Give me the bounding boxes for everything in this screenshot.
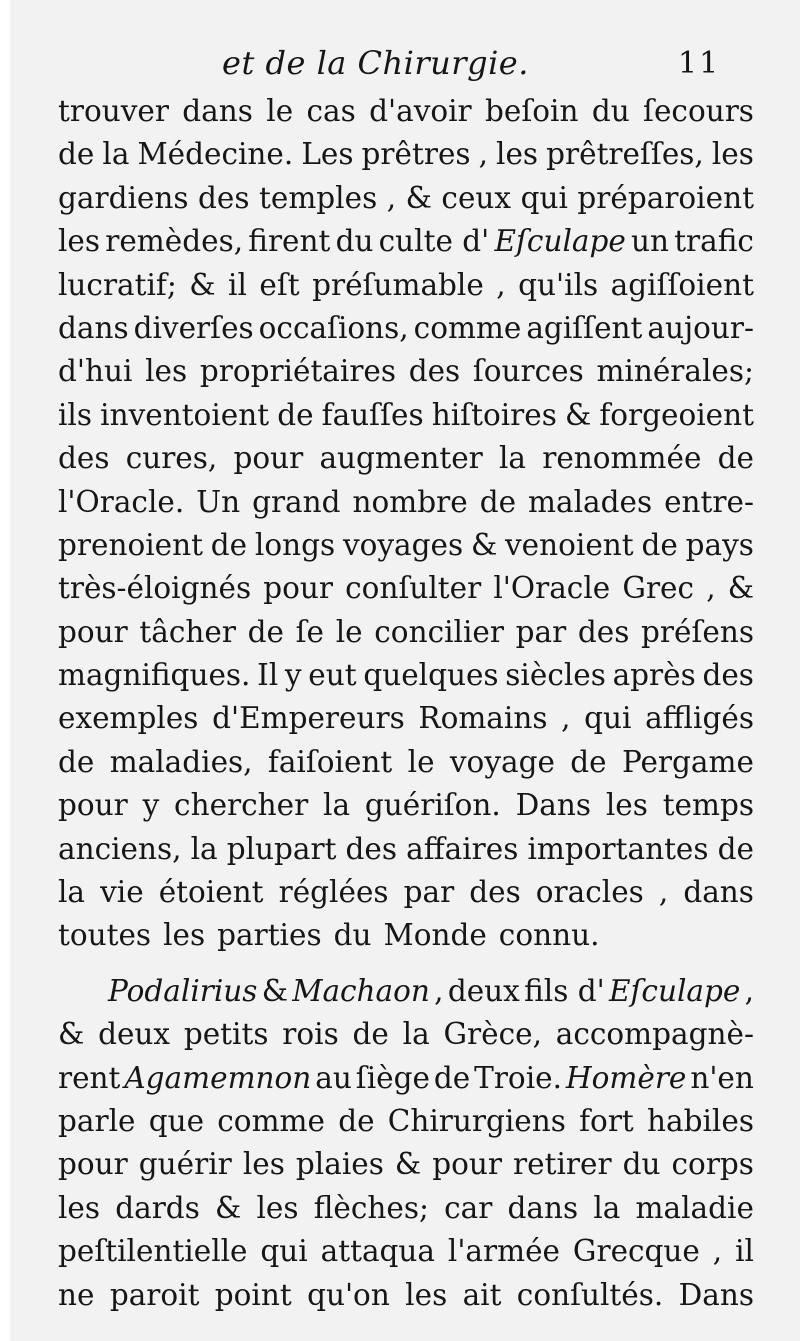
word: longs <box>254 527 336 562</box>
word: des <box>58 441 110 476</box>
word: ceux <box>441 180 512 215</box>
word: il <box>735 1234 754 1269</box>
text-line <box>58 437 754 480</box>
word: qui <box>584 701 632 736</box>
word: , <box>561 701 571 736</box>
word: un <box>631 224 669 259</box>
word: forgeoient <box>599 397 754 432</box>
italic-word: Agamemnon <box>124 1060 312 1095</box>
word: , <box>658 875 669 910</box>
word: l'Oracle. <box>58 484 185 519</box>
word: ſe <box>295 614 325 649</box>
word: les <box>58 224 101 259</box>
word: préſumable <box>312 267 484 302</box>
word: importantes <box>527 831 709 866</box>
word: parties <box>217 918 322 953</box>
word: les <box>58 1190 101 1225</box>
word: que <box>148 1103 205 1138</box>
word: des <box>345 831 398 866</box>
word: chercher <box>174 788 309 823</box>
word: beſoin <box>485 94 579 128</box>
page-header <box>10 44 800 90</box>
word: Dans <box>515 788 592 823</box>
text-line <box>58 394 754 437</box>
word: & <box>58 1017 85 1052</box>
word: voyage <box>449 744 555 779</box>
word: le <box>335 614 363 649</box>
word: y <box>284 658 302 693</box>
word: pour <box>263 571 333 606</box>
text-line <box>58 1057 754 1100</box>
word: fort <box>579 1103 634 1138</box>
word: habiles <box>647 1103 754 1138</box>
italic-word: Machaon <box>292 973 430 1008</box>
word: occaſions, <box>258 310 409 345</box>
word: comme <box>413 310 522 345</box>
word: magnifiques. <box>58 658 251 693</box>
word: & <box>405 180 432 215</box>
word: entre- <box>664 484 754 519</box>
word: vie <box>100 875 144 910</box>
word: lucratif; <box>58 267 177 302</box>
word: & <box>215 1190 242 1225</box>
word: pour <box>58 614 128 649</box>
word: de <box>338 1103 375 1138</box>
word: les <box>163 918 206 953</box>
word: réglées <box>278 875 389 910</box>
word: , <box>706 571 716 606</box>
word: de <box>717 831 754 866</box>
word: Médecine. <box>137 137 294 172</box>
word: des <box>408 354 461 389</box>
word: pour <box>58 788 128 823</box>
word: , <box>744 973 754 1008</box>
text-line <box>58 567 754 610</box>
word: la <box>323 788 351 823</box>
word: parle <box>58 1103 136 1138</box>
text-line <box>58 970 754 1013</box>
word: gardiens <box>58 180 189 215</box>
text-line <box>58 914 754 957</box>
word: de <box>210 527 248 562</box>
body-text <box>58 90 754 1317</box>
word: voyages <box>342 527 464 562</box>
word: deux <box>447 973 520 1008</box>
word: cas <box>306 94 356 128</box>
word: Troie. <box>474 1060 562 1095</box>
word: ſources <box>472 354 584 389</box>
text-line <box>58 350 754 393</box>
word: de <box>641 527 678 562</box>
word: , <box>386 180 397 215</box>
word: attaqua <box>320 1234 435 1269</box>
word: agiſſoient <box>610 267 754 302</box>
word: les <box>711 137 754 172</box>
word: du <box>335 224 374 259</box>
word: les <box>605 788 648 823</box>
italic-word: Eſculape <box>494 224 626 259</box>
word: du <box>591 94 630 128</box>
word: point <box>214 1277 292 1312</box>
word: qui <box>260 1234 308 1269</box>
text-line <box>58 90 754 133</box>
text-line <box>58 1187 754 1230</box>
word: la <box>58 875 86 910</box>
word: dards <box>115 1190 200 1225</box>
word: de <box>58 137 95 172</box>
word: n'en <box>690 1060 754 1095</box>
text-line <box>58 828 754 871</box>
word: car <box>444 1190 493 1225</box>
word: au <box>315 1060 352 1095</box>
word: oracles <box>535 875 644 910</box>
word: exemples <box>58 701 199 736</box>
word: l'Oracle <box>493 571 611 606</box>
word: la <box>593 1190 621 1225</box>
word: dans <box>58 310 129 345</box>
word: préparoient <box>577 180 754 215</box>
word: d'Empereurs <box>212 701 405 736</box>
word: , <box>478 137 488 172</box>
word: nombre <box>352 484 468 519</box>
word: préſens <box>641 614 754 649</box>
word: renommée <box>542 441 702 476</box>
word: agiſſent <box>526 310 643 345</box>
text-line <box>58 784 754 827</box>
paragraph-1 <box>58 90 754 958</box>
word: & <box>727 571 754 606</box>
word: eſt <box>259 267 300 302</box>
word: venoient <box>505 527 634 562</box>
word: temples <box>259 180 378 215</box>
word: la <box>190 831 218 866</box>
word: Pergame <box>621 744 754 779</box>
word: la <box>402 1017 430 1052</box>
word: de <box>352 1017 389 1052</box>
word: plaies <box>295 1147 384 1182</box>
word: la <box>102 137 130 172</box>
page-number: 11 <box>678 46 721 81</box>
paragraph-2 <box>58 970 754 1317</box>
word: conſultés. <box>516 1277 664 1312</box>
word: de <box>717 441 754 476</box>
text-line <box>58 697 754 740</box>
word: qui <box>520 180 568 215</box>
text-line <box>58 1013 754 1056</box>
word: prenoient <box>58 527 203 562</box>
word: d'hui <box>58 354 133 389</box>
word: il <box>228 267 247 302</box>
word: toutes <box>58 918 152 953</box>
word: accompagnè- <box>555 1017 754 1052</box>
word: , <box>496 267 506 302</box>
word: Romains <box>418 701 548 736</box>
word: de <box>433 1060 471 1095</box>
word: , <box>712 1234 723 1269</box>
word: guérir <box>138 1147 232 1182</box>
word: de <box>58 744 95 779</box>
text-line <box>58 1230 754 1273</box>
word: siècles <box>505 658 606 693</box>
word: Grecque <box>572 1234 700 1269</box>
word: hiſtoires <box>431 397 557 432</box>
word: étoient <box>158 875 264 910</box>
word: Dans <box>678 1277 754 1312</box>
text-line <box>58 741 754 784</box>
word: & <box>394 1147 422 1182</box>
text-line <box>58 611 754 654</box>
word: plupart <box>226 831 337 866</box>
word: ſecours <box>643 94 754 128</box>
text-line <box>58 177 754 220</box>
word: flèches; <box>313 1190 429 1225</box>
word: des <box>198 180 250 215</box>
word: pays <box>685 527 754 562</box>
word: les <box>405 1277 448 1312</box>
word: tâcher <box>139 614 236 649</box>
word: aujour- <box>647 310 754 345</box>
text-line <box>58 133 754 176</box>
word: de <box>277 397 314 432</box>
word: dans <box>683 875 754 910</box>
word: Grec <box>622 571 695 606</box>
text-line <box>58 871 754 914</box>
word: , <box>434 973 444 1008</box>
word: temps <box>662 788 754 823</box>
word: paroit <box>109 1277 200 1312</box>
word: du <box>333 918 372 953</box>
word: quelques <box>363 658 499 693</box>
word: prêtreſſes, <box>546 137 704 172</box>
word: y <box>142 788 160 823</box>
word: ne <box>58 1277 95 1312</box>
word: comme <box>217 1103 325 1138</box>
word: fauſſes <box>321 397 424 432</box>
word: les <box>496 137 539 172</box>
word: faiſoient <box>267 744 393 779</box>
word: d'avoir <box>369 94 472 128</box>
word: dans <box>182 94 253 128</box>
word: le <box>266 94 294 128</box>
italic-word: Homère <box>565 1060 687 1095</box>
word: anciens, <box>58 831 182 866</box>
word: les <box>256 1190 299 1225</box>
text-line <box>58 1274 754 1317</box>
word: ait <box>462 1277 502 1312</box>
word: guériſon. <box>364 788 501 823</box>
italic-word: Podalirius <box>108 973 258 1008</box>
word: des <box>577 614 630 649</box>
word: de <box>479 484 517 519</box>
text-line <box>58 1100 754 1143</box>
word: augmenter <box>319 441 483 476</box>
word: diverſes <box>133 310 254 345</box>
word: Grèce, <box>443 1017 542 1052</box>
word: retirer <box>513 1147 612 1182</box>
italic-word: Eſculape <box>608 973 741 1008</box>
word: & <box>189 267 216 302</box>
word: Un <box>196 484 241 519</box>
word: minérales; <box>596 354 754 389</box>
word: du <box>622 1147 661 1182</box>
word: Chirurgiens <box>387 1103 566 1138</box>
word: par <box>515 614 567 649</box>
running-title: et de la Chirurgie. <box>222 44 529 82</box>
word: affaires <box>406 831 519 866</box>
word: deux <box>98 1017 171 1052</box>
word: peſtilentielle <box>58 1234 248 1269</box>
word: des <box>702 658 754 693</box>
word: & <box>564 397 592 432</box>
word: dans <box>507 1190 579 1225</box>
word: cures, <box>125 441 218 476</box>
word: grand <box>252 484 341 519</box>
word: trouver <box>58 94 169 128</box>
word: le <box>407 744 435 779</box>
word: la <box>498 441 527 476</box>
text-line <box>58 654 754 697</box>
text-line <box>58 264 754 307</box>
word: propriétaires <box>199 354 397 389</box>
word: très-éloignés <box>58 571 252 606</box>
word: connu. <box>498 918 600 953</box>
text-line <box>58 1143 754 1186</box>
word: inventoient <box>100 397 270 432</box>
word: Les <box>301 137 354 172</box>
text-line <box>58 220 754 263</box>
word: & <box>261 973 288 1008</box>
word: affligés <box>645 701 754 736</box>
word: firent <box>248 224 331 259</box>
word: rois <box>282 1017 339 1052</box>
word: petits <box>183 1017 269 1052</box>
word: après <box>612 658 696 693</box>
word: remèdes, <box>105 224 244 259</box>
word: malades <box>528 484 653 519</box>
word: pour <box>58 1147 128 1182</box>
word: Monde <box>383 918 487 953</box>
word: ils <box>58 397 93 432</box>
word: conſulter <box>345 571 482 606</box>
word: des <box>469 875 521 910</box>
word: pour <box>233 441 304 476</box>
word: Il <box>257 658 279 693</box>
word: prêtres <box>361 137 471 172</box>
word: qu'ils <box>518 267 599 302</box>
text-line <box>58 524 754 567</box>
word: ſiège <box>355 1060 430 1095</box>
word: l'armée <box>447 1234 561 1269</box>
word: de <box>247 614 284 649</box>
word: qu'on <box>307 1277 390 1312</box>
word: concilier <box>374 614 504 649</box>
word: rent <box>58 1060 121 1095</box>
word: pour <box>432 1147 502 1182</box>
word: les <box>145 354 188 389</box>
word: corps <box>671 1147 754 1182</box>
word: par <box>403 875 455 910</box>
word: maladies, <box>109 744 253 779</box>
word: maladie <box>635 1190 754 1225</box>
word: culte d' <box>378 224 490 259</box>
text-line <box>58 481 754 524</box>
word: eut <box>308 658 357 693</box>
word: de <box>570 744 607 779</box>
word: & <box>470 527 498 562</box>
word: les <box>242 1147 285 1182</box>
word: trafic <box>674 224 754 259</box>
text-line <box>58 307 754 350</box>
word: fils d' <box>524 973 605 1008</box>
